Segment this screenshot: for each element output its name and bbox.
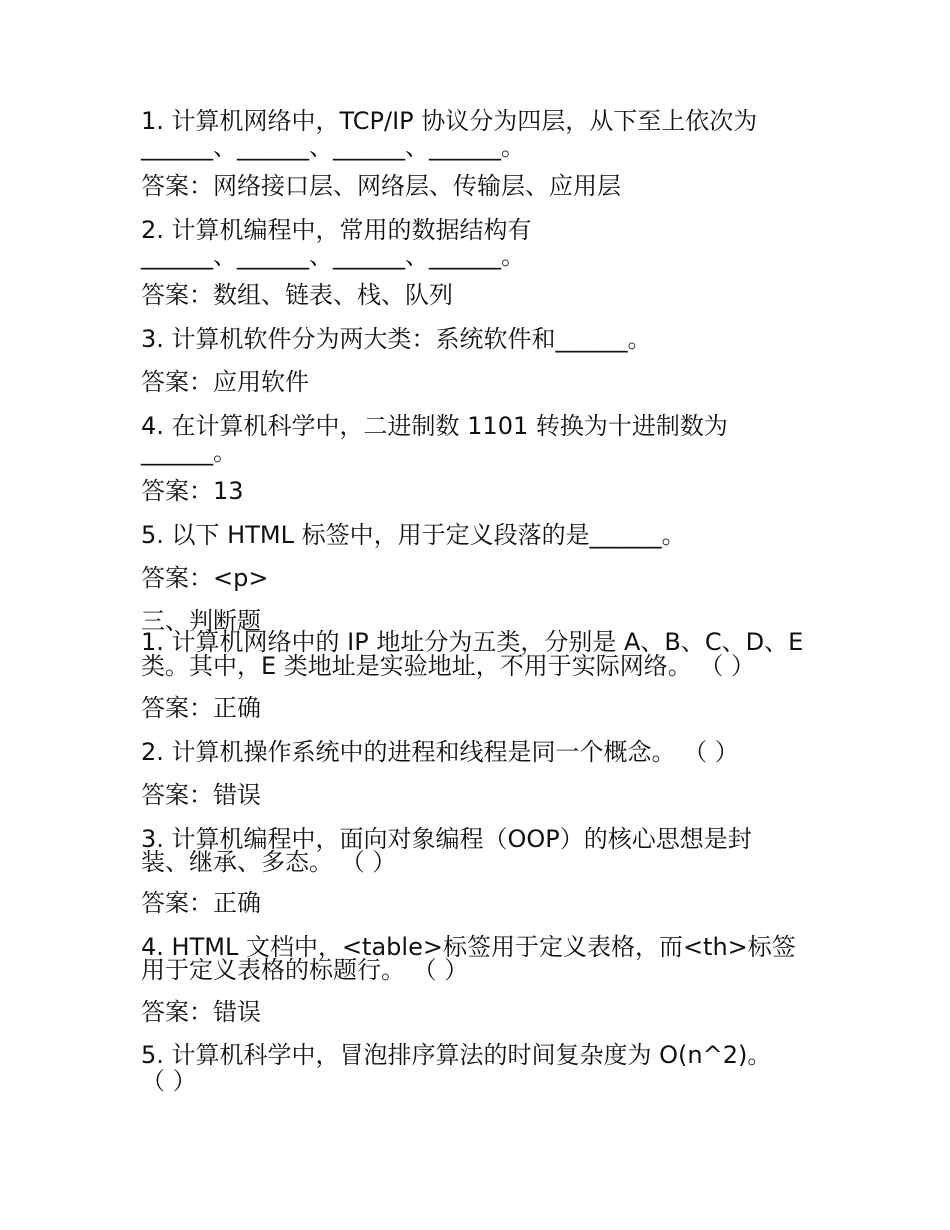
tf-answer-1: 答案：正确	[141, 694, 261, 722]
tf-question-3-line-1: 3. 计算机编程中，面向对象编程（OOP）的核心思想是封	[141, 825, 752, 853]
tf-answer-3: 答案：正确	[141, 889, 261, 917]
tf-answer-4: 答案：错误	[141, 998, 261, 1026]
tf-question-1-line-1: 1. 计算机网络中的 IP 地址分为五类，分别是 A、B、C、D、E	[141, 628, 804, 656]
answer-2: 答案：数组、链表、栈、队列	[141, 281, 453, 309]
question-1-line-1: 1. 计算机网络中，TCP/IP 协议分为四层，从下至上依次为	[141, 107, 758, 135]
tf-question-5-line-2: （ ）	[141, 1067, 197, 1095]
section-heading-true-false: 三、判断题	[141, 607, 261, 635]
question-4-line-1: 4. 在计算机科学中，二进制数 1101 转换为十进制数为	[141, 412, 728, 440]
question-1-line-2: ______、______、______、______。	[141, 133, 525, 161]
tf-question-1-line-2: 类。其中，E 类地址是实验地址，不用于实际网络。 （ ）	[141, 652, 756, 680]
answer-5: 答案：<p>	[141, 564, 269, 592]
answer-4: 答案：13	[141, 477, 244, 505]
tf-answer-2: 答案：错误	[141, 781, 261, 809]
answer-1: 答案：网络接口层、网络层、传输层、应用层	[141, 172, 621, 200]
question-5: 5. 以下 HTML 标签中，用于定义段落的是______。	[141, 521, 686, 549]
tf-question-5-line-1: 5. 计算机科学中，冒泡排序算法的时间复杂度为 O(n^2)。	[141, 1041, 772, 1069]
question-2-line-1: 2. 计算机编程中，常用的数据结构有	[141, 216, 532, 244]
tf-question-4-line-1: 4. HTML 文档中，<table>标签用于定义表格，而<th>标签	[141, 933, 796, 961]
tf-question-3-line-2: 装、继承、多态。 （ ）	[141, 848, 397, 876]
question-3: 3. 计算机软件分为两大类：系统软件和______。	[141, 325, 652, 353]
tf-question-2: 2. 计算机操作系统中的进程和线程是同一个概念。 （ ）	[141, 738, 739, 766]
question-4-line-2: ______。	[141, 438, 237, 466]
question-2-line-2: ______、______、______、______。	[141, 242, 525, 270]
answer-3: 答案：应用软件	[141, 368, 309, 396]
tf-question-4-line-2: 用于定义表格的标题行。 （ ）	[141, 956, 469, 984]
